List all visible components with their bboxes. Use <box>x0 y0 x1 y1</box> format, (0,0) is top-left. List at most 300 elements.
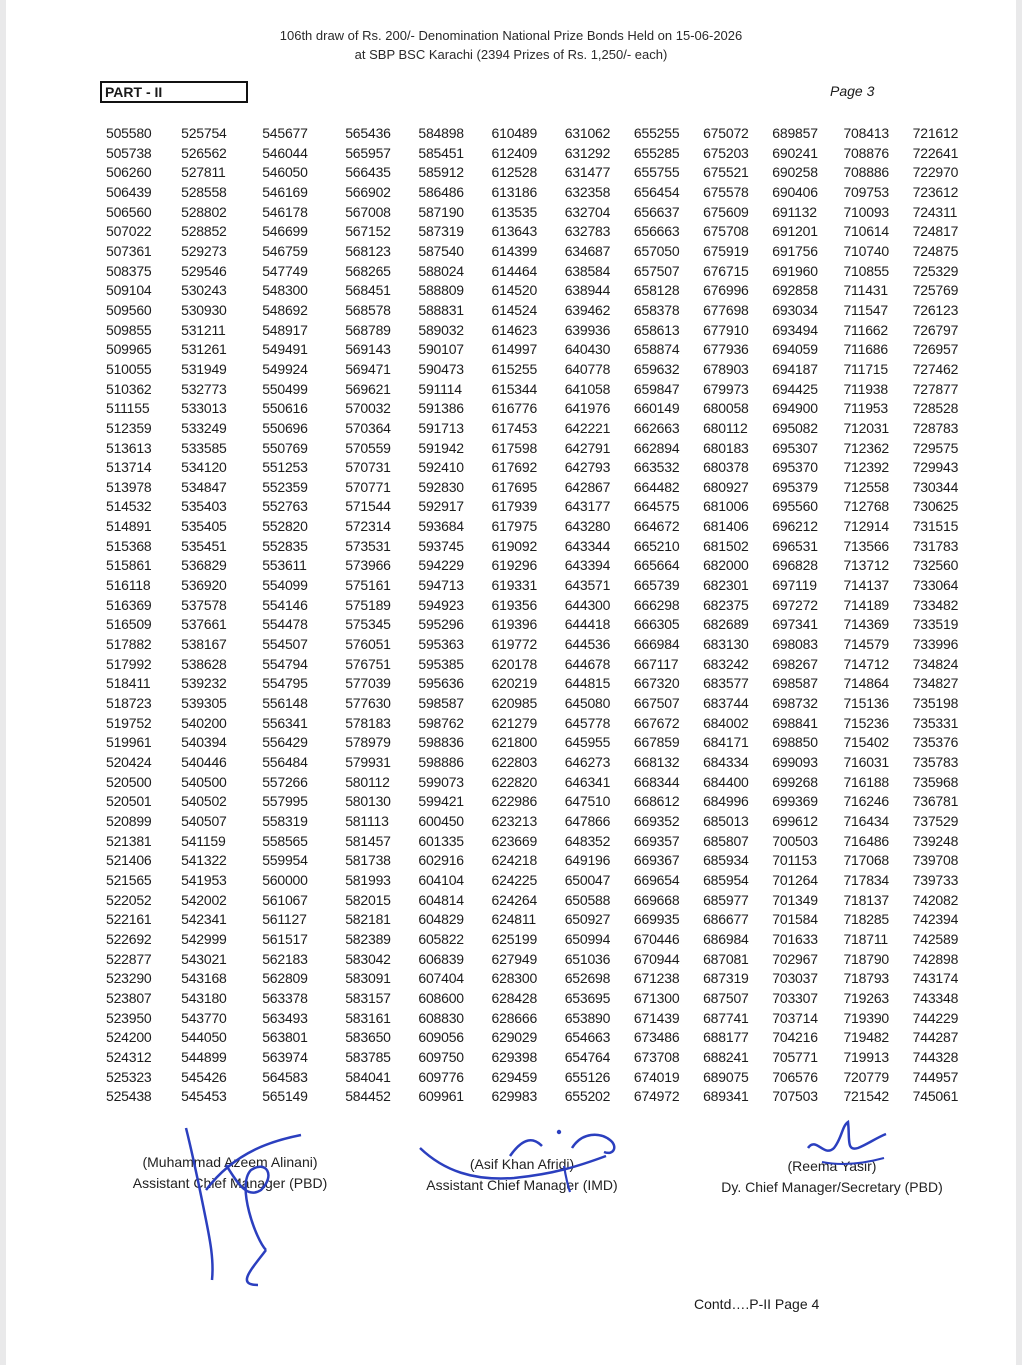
bond-number: 583042 <box>345 950 391 967</box>
bond-number: 576051 <box>345 636 391 653</box>
bond-number: 534847 <box>181 478 227 495</box>
bond-number: 522877 <box>106 950 152 967</box>
bond-number: 543770 <box>181 1009 227 1026</box>
bond-number: 714579 <box>843 636 889 653</box>
bond-number: 506560 <box>106 203 152 220</box>
bond-number: 613186 <box>491 183 538 200</box>
bond-number: 565957 <box>345 144 391 161</box>
bond-number: 675072 <box>703 125 749 141</box>
bond-number: 684002 <box>703 714 749 731</box>
bond-number: 651036 <box>564 950 611 967</box>
bond-number: 531261 <box>181 341 227 358</box>
bond-number: 582181 <box>345 911 391 928</box>
bond-number: 613535 <box>491 203 538 220</box>
page-number: Page 3 <box>830 83 875 99</box>
bond-number: 642867 <box>564 478 611 495</box>
bond-number: 514891 <box>106 518 152 535</box>
bond-number: 543168 <box>181 970 227 987</box>
bond-number: 739248 <box>912 832 959 849</box>
bond-number: 581457 <box>345 832 391 849</box>
bond-number: 668344 <box>633 773 680 790</box>
bond-number: 564583 <box>262 1068 308 1085</box>
bond-number: 656637 <box>633 203 680 220</box>
bond-number: 659847 <box>633 380 680 397</box>
bond-number: 614997 <box>491 341 538 358</box>
bond-number: 575161 <box>345 577 391 594</box>
bond-number: 598587 <box>418 695 464 712</box>
bond-number: 643394 <box>564 557 611 574</box>
number-column <box>106 124 181 1107</box>
bond-number: 587190 <box>418 203 464 220</box>
header-line-1: 106th draw of Rs. 200/- Denomination National Prize Bonds Held on 15-06-2026 <box>279 28 743 43</box>
bond-number: 558319 <box>262 812 308 829</box>
bond-number: 666984 <box>633 636 680 653</box>
bond-number: 629459 <box>491 1068 538 1085</box>
bond-number: 610489 <box>491 125 538 141</box>
bond-number: 507022 <box>106 223 152 240</box>
bond-number: 698732 <box>772 695 818 712</box>
bond-number: 548300 <box>262 282 308 299</box>
bond-number: 613643 <box>491 223 538 240</box>
bond-number: 716486 <box>843 832 889 849</box>
bond-number: 591114 <box>418 380 462 397</box>
bond-number: 624218 <box>491 852 538 869</box>
bond-number: 709753 <box>843 183 889 200</box>
bond-number: 657507 <box>633 262 680 279</box>
bond-number: 587540 <box>418 242 464 259</box>
bond-number: 731515 <box>912 518 959 535</box>
bond-number: 619331 <box>491 577 538 594</box>
bond-number: 588024 <box>418 262 464 279</box>
bond-number: 667320 <box>633 675 680 692</box>
bond-number: 593745 <box>418 537 464 554</box>
bond-number: 524312 <box>106 1048 152 1065</box>
bond-number: 617598 <box>491 439 538 456</box>
bond-number: 711662 <box>843 321 888 338</box>
bond-number: 632358 <box>564 183 611 200</box>
bond-number: 506439 <box>106 183 152 200</box>
bond-number: 698083 <box>772 636 818 653</box>
bond-number: 528852 <box>181 223 227 240</box>
bond-number: 698841 <box>772 714 818 731</box>
bond-number: 527811 <box>181 164 226 181</box>
number-column <box>345 124 418 1107</box>
bond-number: 521565 <box>106 871 152 888</box>
bond-number: 624811 <box>491 911 537 928</box>
bond-number: 718711 <box>843 930 888 947</box>
bond-number: 674972 <box>633 1088 680 1105</box>
bond-number: 525323 <box>106 1068 152 1085</box>
bond-number: 587319 <box>418 223 464 240</box>
bond-number: 716434 <box>843 812 889 829</box>
bond-number: 701153 <box>772 852 817 869</box>
bond-number: 615255 <box>491 360 538 377</box>
bond-number: 715136 <box>843 695 889 712</box>
bond-number: 520500 <box>106 773 152 790</box>
bond-number: 644418 <box>564 616 611 633</box>
bond-number: 542341 <box>181 911 227 928</box>
bond-number: 512359 <box>106 419 152 436</box>
bond-number: 628666 <box>491 1009 538 1026</box>
bond-number: 609961 <box>418 1088 464 1105</box>
bond-number: 546050 <box>262 164 308 181</box>
bond-number: 694187 <box>772 360 818 377</box>
bond-number: 620219 <box>491 675 538 692</box>
bond-number: 605822 <box>418 930 464 947</box>
bond-number: 689341 <box>703 1088 749 1105</box>
bond-number: 529273 <box>181 242 227 259</box>
bond-number: 617692 <box>491 459 538 476</box>
bond-number: 545426 <box>181 1068 227 1085</box>
bond-number: 685977 <box>703 891 749 908</box>
bond-number: 530243 <box>181 282 227 299</box>
bond-number: 716246 <box>843 793 889 810</box>
bond-number: 712914 <box>843 518 889 535</box>
bond-number: 735331 <box>912 714 959 731</box>
bond-number: 621279 <box>491 714 538 731</box>
bond-number: 680058 <box>703 400 749 417</box>
bond-number: 583161 <box>345 1009 391 1026</box>
bond-number: 710093 <box>843 203 889 220</box>
bond-number: 537578 <box>181 596 227 613</box>
bond-number: 522161 <box>106 911 152 928</box>
bond-number: 594923 <box>418 596 464 613</box>
bond-number: 617939 <box>491 498 538 515</box>
bond-number: 579931 <box>345 754 391 770</box>
bond-number: 523950 <box>106 1009 152 1026</box>
bond-number: 727877 <box>912 380 959 397</box>
bond-number: 546699 <box>262 223 308 240</box>
bond-number: 684171 <box>703 734 749 751</box>
bond-number: 557266 <box>262 773 308 790</box>
bond-number: 665664 <box>633 557 680 574</box>
bond-number: 614464 <box>491 262 538 279</box>
bond-number: 673486 <box>633 1029 680 1046</box>
number-column <box>634 124 703 1107</box>
bond-number: 522052 <box>106 891 152 908</box>
bond-number: 549924 <box>262 360 308 377</box>
bond-number: 554795 <box>262 675 308 692</box>
bond-number: 667507 <box>633 695 680 712</box>
bond-number: 586486 <box>418 183 464 200</box>
bond-number: 719263 <box>843 989 889 1006</box>
bond-number: 561517 <box>262 930 308 947</box>
bond-number: 520424 <box>106 754 152 770</box>
bond-number: 562809 <box>262 970 308 987</box>
bond-number: 592410 <box>418 459 464 476</box>
bond-number: 677698 <box>703 301 749 318</box>
bond-number: 724817 <box>912 223 959 240</box>
bond-number: 593684 <box>418 518 464 535</box>
bond-number: 689857 <box>772 125 818 141</box>
bond-number: 623213 <box>491 812 538 829</box>
bond-number: 538167 <box>181 636 227 653</box>
bond-number: 619296 <box>491 557 538 574</box>
bond-number: 675919 <box>703 242 749 259</box>
bond-number: 677910 <box>703 321 749 338</box>
bond-number: 687507 <box>703 989 749 1006</box>
document-page <box>6 0 1016 1365</box>
bond-number: 568789 <box>345 321 391 338</box>
bond-number: 550696 <box>262 419 308 436</box>
bond-number: 686984 <box>703 930 749 947</box>
bond-number: 737529 <box>912 812 959 829</box>
bond-number: 695379 <box>772 478 818 495</box>
number-column <box>262 124 345 1107</box>
bond-number: 744957 <box>912 1068 959 1085</box>
bond-number: 609776 <box>418 1068 464 1085</box>
bond-number: 644536 <box>564 636 611 653</box>
bond-number: 614399 <box>491 242 538 259</box>
bond-number: 509560 <box>106 301 152 318</box>
bond-number: 584041 <box>345 1068 391 1085</box>
bond-number: 536920 <box>181 577 227 594</box>
bond-number: 710740 <box>843 242 889 259</box>
bond-number: 534120 <box>181 459 227 476</box>
bond-number: 509855 <box>106 321 152 338</box>
bond-number: 530930 <box>181 301 227 318</box>
bond-number: 516118 <box>106 577 151 594</box>
number-column <box>565 124 634 1107</box>
bond-number: 540507 <box>181 812 227 829</box>
bond-number: 509965 <box>106 341 152 358</box>
bond-number: 612409 <box>491 144 538 161</box>
bond-number: 554507 <box>262 636 308 653</box>
bond-number: 743348 <box>912 989 959 1006</box>
bond-number: 671439 <box>633 1009 680 1026</box>
bond-number: 717068 <box>843 852 889 869</box>
bond-number: 542999 <box>181 930 227 947</box>
bond-number: 656663 <box>633 223 680 240</box>
bond-number: 590107 <box>418 341 464 358</box>
bond-number: 714369 <box>843 616 889 633</box>
bond-number: 631292 <box>564 144 611 161</box>
bond-number: 696531 <box>772 537 818 554</box>
bond-number: 708413 <box>843 125 889 141</box>
bond-number: 520899 <box>106 812 152 829</box>
bond-number: 725329 <box>912 262 959 279</box>
bond-number: 671238 <box>633 970 680 987</box>
bond-number: 692858 <box>772 282 818 299</box>
bond-number: 612528 <box>491 164 538 181</box>
bond-number: 554099 <box>262 577 308 594</box>
bond-number: 684996 <box>703 793 749 810</box>
bond-number: 670944 <box>633 950 680 967</box>
bond-number: 736781 <box>912 793 959 810</box>
bond-number: 699093 <box>772 754 818 770</box>
bond-number: 599073 <box>418 773 464 790</box>
bond-number: 617695 <box>491 478 538 495</box>
bond-number: 580130 <box>345 793 391 810</box>
bond-number: 681006 <box>703 498 749 515</box>
bond-number: 585451 <box>418 144 464 161</box>
bond-number: 570771 <box>345 478 391 495</box>
bond-number: 638584 <box>564 262 611 279</box>
bond-number: 617975 <box>491 518 538 535</box>
bond-number: 657050 <box>633 242 680 259</box>
number-column <box>492 124 565 1107</box>
bond-number: 521381 <box>106 832 152 849</box>
bond-number: 563493 <box>262 1009 308 1026</box>
bond-number: 629983 <box>491 1088 538 1105</box>
bond-number: 523807 <box>106 989 152 1006</box>
bond-number: 718137 <box>843 891 889 908</box>
bond-number: 634687 <box>564 242 611 259</box>
bond-number: 526562 <box>181 144 227 161</box>
bond-number: 619772 <box>491 636 538 653</box>
bond-number: 570731 <box>345 459 391 476</box>
continuation-note: Contd….P-II Page 4 <box>694 1296 820 1312</box>
bond-number: 653695 <box>564 989 611 1006</box>
bond-number: 655755 <box>633 164 680 181</box>
bond-number: 675578 <box>703 183 749 200</box>
bond-number: 638944 <box>564 282 611 299</box>
bond-number: 595636 <box>418 675 464 692</box>
bond-number: 667859 <box>633 734 680 751</box>
bond-number: 591713 <box>418 419 464 436</box>
bond-number: 675708 <box>703 223 749 240</box>
bond-number: 609750 <box>418 1048 464 1065</box>
bond-number: 665739 <box>633 577 680 594</box>
bond-number: 541953 <box>181 871 227 888</box>
bond-number: 550499 <box>262 380 308 397</box>
bond-number: 559954 <box>262 852 308 869</box>
bond-number: 619396 <box>491 616 538 633</box>
bond-number: 685807 <box>703 832 749 849</box>
bond-number: 667117 <box>633 655 679 672</box>
bond-number: 711953 <box>843 400 888 417</box>
bond-number: 744229 <box>912 1009 959 1026</box>
bond-number: 735376 <box>912 734 959 751</box>
bond-number: 519752 <box>106 714 152 731</box>
bond-number: 744328 <box>912 1048 959 1065</box>
bond-number: 680378 <box>703 459 749 476</box>
bond-number: 507361 <box>106 242 152 259</box>
bond-number: 598886 <box>418 754 464 770</box>
bond-number: 718793 <box>843 970 889 987</box>
bond-number: 701264 <box>772 871 818 888</box>
bond-number: 575189 <box>345 596 391 613</box>
bond-number: 710614 <box>843 223 889 240</box>
bond-number: 513978 <box>106 478 152 495</box>
bond-number: 708876 <box>843 144 889 161</box>
bond-number: 676996 <box>703 282 749 299</box>
handwritten-signature-1 <box>166 1120 316 1300</box>
bond-number: 584452 <box>345 1088 391 1105</box>
bond-number: 674019 <box>633 1068 680 1085</box>
bond-number: 546169 <box>262 183 308 200</box>
bond-number: 669357 <box>633 832 680 849</box>
bond-number: 570032 <box>345 400 391 417</box>
bond-number: 728528 <box>912 400 959 417</box>
bond-number: 547749 <box>262 262 308 279</box>
bond-number: 739708 <box>912 852 959 869</box>
bond-number: 570559 <box>345 439 391 456</box>
bond-number: 666305 <box>633 616 680 633</box>
bond-number: 544899 <box>181 1048 227 1065</box>
bond-number: 685954 <box>703 871 749 888</box>
bond-number: 691960 <box>772 262 818 279</box>
bond-number: 517882 <box>106 636 152 653</box>
bond-number: 668132 <box>633 754 680 770</box>
bond-number: 568578 <box>345 301 391 318</box>
bond-number: 628300 <box>491 970 538 987</box>
bond-number: 627949 <box>491 950 538 967</box>
bond-number: 565436 <box>345 125 391 141</box>
bond-number: 548692 <box>262 301 308 318</box>
bond-number: 676715 <box>703 262 749 279</box>
bond-number: 714864 <box>843 675 889 692</box>
bond-number: 724311 <box>912 203 958 220</box>
bond-number: 664482 <box>633 478 680 495</box>
bond-number: 595385 <box>418 655 464 672</box>
bond-number: 690258 <box>772 164 818 181</box>
bond-number: 698850 <box>772 734 818 751</box>
bond-number: 552359 <box>262 478 308 495</box>
bond-number: 622820 <box>491 773 538 790</box>
bond-number: 712768 <box>843 498 889 515</box>
bond-number: 600450 <box>418 812 464 829</box>
bond-number: 742394 <box>912 911 959 928</box>
bond-number: 739733 <box>912 871 959 888</box>
number-column <box>772 124 843 1107</box>
bond-number: 552835 <box>262 537 308 554</box>
bond-number: 590473 <box>418 360 464 377</box>
bond-number: 701349 <box>772 891 818 908</box>
bond-number: 685934 <box>703 852 749 869</box>
bond-number: 669668 <box>633 891 680 908</box>
bond-number: 696828 <box>772 557 818 574</box>
bond-number: 710855 <box>843 262 889 279</box>
bond-number: 545677 <box>262 125 308 141</box>
bond-number: 588831 <box>418 301 464 318</box>
bond-number: 576751 <box>345 655 391 672</box>
bond-number: 654663 <box>564 1029 611 1046</box>
bond-number: 631062 <box>564 125 611 141</box>
bond-number: 591386 <box>418 400 464 417</box>
bond-number: 685013 <box>703 812 749 829</box>
bond-number: 666298 <box>633 596 680 613</box>
bond-number: 650994 <box>564 930 611 947</box>
bond-number: 743174 <box>912 970 959 987</box>
bond-number: 506260 <box>106 164 152 181</box>
bond-number: 675609 <box>703 203 749 220</box>
bond-number: 578979 <box>345 734 391 751</box>
bond-number: 644300 <box>564 596 611 613</box>
bond-number: 604814 <box>418 891 464 908</box>
bond-number: 595296 <box>418 616 464 633</box>
bond-number: 533249 <box>181 419 227 436</box>
bond-number: 677936 <box>703 341 749 358</box>
bond-number: 735198 <box>912 695 959 712</box>
bond-number: 609056 <box>418 1029 464 1046</box>
bond-number: 684334 <box>703 754 749 770</box>
bond-number: 582015 <box>345 891 391 908</box>
bond-number: 583091 <box>345 970 391 987</box>
bond-number: 723612 <box>912 183 959 200</box>
signatory-name: (Muhammad Azeem Alinani) <box>142 1154 318 1170</box>
bond-number: 660149 <box>633 400 680 417</box>
bond-number: 733482 <box>912 596 959 613</box>
bond-number: 550769 <box>262 439 308 456</box>
bond-number: 575345 <box>345 616 391 633</box>
bond-number: 662663 <box>633 419 680 436</box>
bond-number: 695370 <box>772 459 818 476</box>
bond-number: 641976 <box>564 400 611 417</box>
bond-number: 536829 <box>181 557 227 574</box>
bond-number: 682375 <box>703 596 749 613</box>
bond-number: 742898 <box>912 950 959 967</box>
